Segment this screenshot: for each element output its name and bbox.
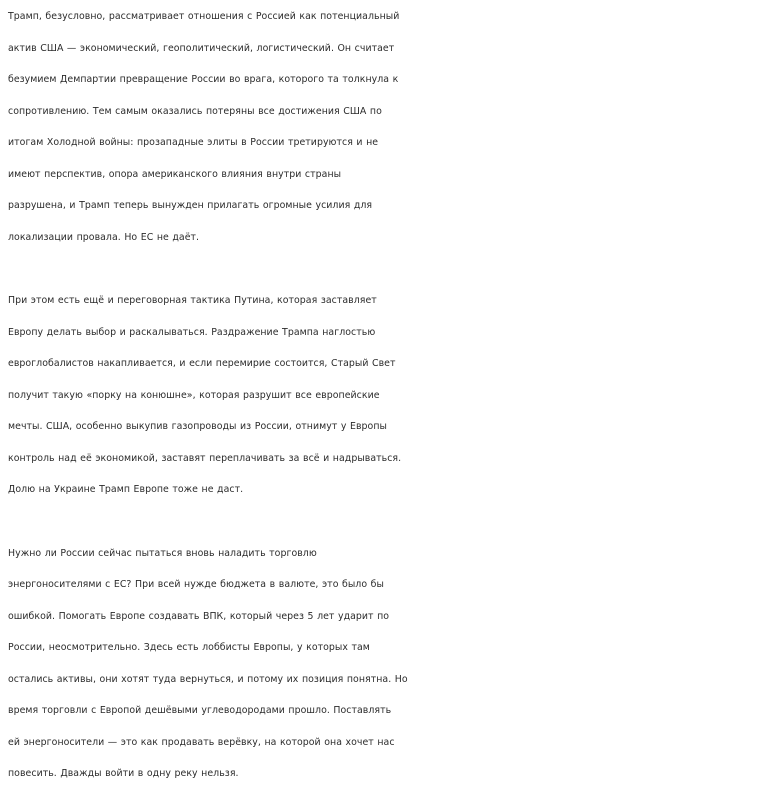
text-line: безумием Демпартии превращение России во врага, которого та толкнула к (8, 74, 399, 85)
paragraph-1 (8, 1, 780, 253)
text-line: Европу делать выбор и раскалываться. Раздражение Трампа наглостью (8, 326, 376, 338)
text-line: локализации провала. Но ЕС не даёт. (8, 231, 200, 243)
text-line: остались активы, они хотят туда вернуться, и потому их позиция понятна. Но (8, 673, 408, 685)
text-line: контроль над её экономикой, заставят переплачивать за всё и надрываться. (8, 452, 402, 464)
text-line: энергоносителями с ЕС? При всей нужде бюджета в валюте, это было бы (8, 579, 384, 590)
text-line: актив США — экономический, геополитический, логистический. Он считает (8, 42, 395, 54)
text-line: ей энергоносители — это как продавать верёвку, на которой она хочет нас (8, 736, 395, 748)
text-line: сопротивлению. Тем самым оказались потеряны все достижения США по (8, 105, 382, 117)
text-line: время торговли с Европой дешёвыми углеводородами прошло. Поставлять (8, 705, 392, 716)
text-line: Трамп, безусловно, рассматривает отношения с Россией как потенциальный (8, 11, 400, 22)
text-line: ошибкой. Помогать Европе создавать ВПК, который через 5 лет ударит по (8, 610, 390, 622)
text-line: итогам Холодной войны: прозападные элиты в России третируются и не (8, 137, 379, 148)
text-line: Нужно ли России сейчас пытаться вновь наладить торговлю (8, 547, 317, 559)
text-line: России, неосмотрительно. Здесь есть лоббисты Европы, у которых там (8, 642, 370, 653)
paragraph-2 (8, 285, 780, 506)
text-line: При этом есть ещё и переговорная тактика Путина, которая заставляет (8, 295, 377, 306)
text-line: евроглобалистов накапливается, и если перемирие состоится, Старый Свет (8, 358, 396, 369)
text-line: Долю на Украине Трамп Европе тоже не даст. (8, 484, 244, 495)
article-body (8, 1, 780, 790)
text-line: мечты. США, особенно выкупив газопроводы из России, отнимут у Европы (8, 421, 387, 432)
paragraph-3 (8, 538, 780, 790)
text-line: повесить. Дважды войти в одну реку нельзя. (8, 768, 239, 779)
text-line: получит такую «порку на конюшне», которая разрушит все европейские (8, 389, 380, 401)
text-line: имеют перспектив, опора американского влияния внутри страны (8, 168, 342, 180)
text-line: разрушена, и Трамп теперь вынужден прилагать огромные усилия для (8, 200, 373, 211)
